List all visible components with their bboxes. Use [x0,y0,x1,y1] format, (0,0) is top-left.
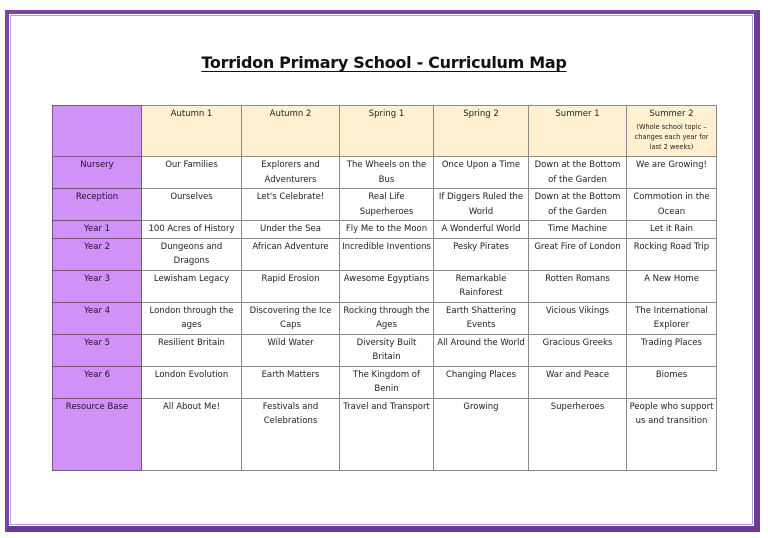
curriculum-map-table [52,105,717,471]
topic-cell: Rotten Romans [529,270,627,302]
topic-cell: Ourselves [142,189,242,221]
term-label: Spring 2 [463,109,499,119]
topic-cell: The International Explorer [627,302,717,334]
topic-cell: Real Life Superheroes [340,189,434,221]
document-title: Torridon Primary School - Curriculum Map [201,53,567,72]
topic-cell: Commotion in the Ocean [627,189,717,221]
term-header-summer-1 [529,106,627,157]
topic-cell: Let it Rain [627,221,717,239]
topic-cell: Awesome Egyptians [340,270,434,302]
topic-cell: Fly Me to the Moon [340,221,434,239]
topic-cell: Vicious Vikings [529,302,627,334]
topic-cell: London through the ages [142,302,242,334]
topic-cell: Earth Shattering Events [434,302,529,334]
topic-cell: Discovering the Ice Caps [242,302,340,334]
table-row [53,189,717,221]
year-label: Nursery [53,157,142,189]
year-label: Year 4 [53,302,142,334]
term-header-autumn-1 [142,106,242,157]
topic-cell: The Kingdom of Benin [340,366,434,398]
topic-cell: Pesky Pirates [434,238,529,270]
table-row [53,270,717,302]
term-header-autumn-2 [242,106,340,157]
topic-cell: African Adventure [242,238,340,270]
year-label: Year 1 [53,221,142,239]
topic-cell: Wild Water [242,334,340,366]
topic-cell: Superheroes [529,398,627,470]
topic-cell: Incredible Inventions [340,238,434,270]
term-note: (Whole school topic – changes each year for last 2 weeks) [634,122,709,151]
topic-cell: Travel and Transport [340,398,434,470]
term-header-spring-2 [434,106,529,157]
topic-cell: A New Home [627,270,717,302]
year-label: Year 6 [53,366,142,398]
topic-cell: Growing [434,398,529,470]
topic-cell: Earth Matters [242,366,340,398]
topic-cell: We are Growing! [627,157,717,189]
table-row [53,334,717,366]
year-label: Resource Base [53,398,142,470]
topic-cell: Rocking through the Ages [340,302,434,334]
topic-cell: If Diggers Ruled the World [434,189,529,221]
topic-cell: Biomes [627,366,717,398]
topic-cell: Down at the Bottom of the Garden [529,189,627,221]
term-label: Summer 2 [649,109,694,119]
table-row [53,302,717,334]
table-row [53,238,717,270]
term-header-spring-1 [340,106,434,157]
topic-cell: A Wonderful World [434,221,529,239]
topic-cell: Under the Sea [242,221,340,239]
topic-cell: London Evolution [142,366,242,398]
table-row [53,366,717,398]
topic-cell: Gracious Greeks [529,334,627,366]
corner-cell [53,106,142,157]
topic-cell: People who support us and transition [627,398,717,470]
topic-cell: Time Machine [529,221,627,239]
topic-cell: Dungeons and Dragons [142,238,242,270]
topic-cell: All About Me! [142,398,242,470]
year-label: Year 2 [53,238,142,270]
topic-cell: Diversity Built Britain [340,334,434,366]
year-label: Year 5 [53,334,142,366]
table-row [53,398,717,470]
topic-cell: 100 Acres of History [142,221,242,239]
topic-cell: Explorers and Adventurers [242,157,340,189]
term-header-row [53,106,717,157]
topic-cell: The Wheels on the Bus [340,157,434,189]
topic-cell: Once Upon a Time [434,157,529,189]
topic-cell: Our Families [142,157,242,189]
term-label: Autumn 1 [170,109,213,119]
topic-cell: Remarkable Rainforest [434,270,529,302]
topic-cell: Trading Places [627,334,717,366]
term-label: Summer 1 [555,109,600,119]
year-label: Reception [53,189,142,221]
term-label: Spring 1 [368,109,405,119]
topic-cell: Rapid Erosion [242,270,340,302]
topic-cell: Rocking Road Trip [627,238,717,270]
table-row [53,221,717,239]
term-header-summer-2 [627,106,717,157]
topic-cell: Let's Celebrate! [242,189,340,221]
topic-cell: Down at the Bottom of the Garden [529,157,627,189]
topic-cell: Lewisham Legacy [142,270,242,302]
topic-cell: All Around the World [434,334,529,366]
topic-cell: Changing Places [434,366,529,398]
table-row [53,157,717,189]
year-label: Year 3 [53,270,142,302]
topic-cell: War and Peace [529,366,627,398]
term-label: Autumn 2 [269,109,312,119]
topic-cell: Great Fire of London [529,238,627,270]
topic-cell: Festivals and Celebrations [242,398,340,470]
topic-cell: Resilient Britain [142,334,242,366]
